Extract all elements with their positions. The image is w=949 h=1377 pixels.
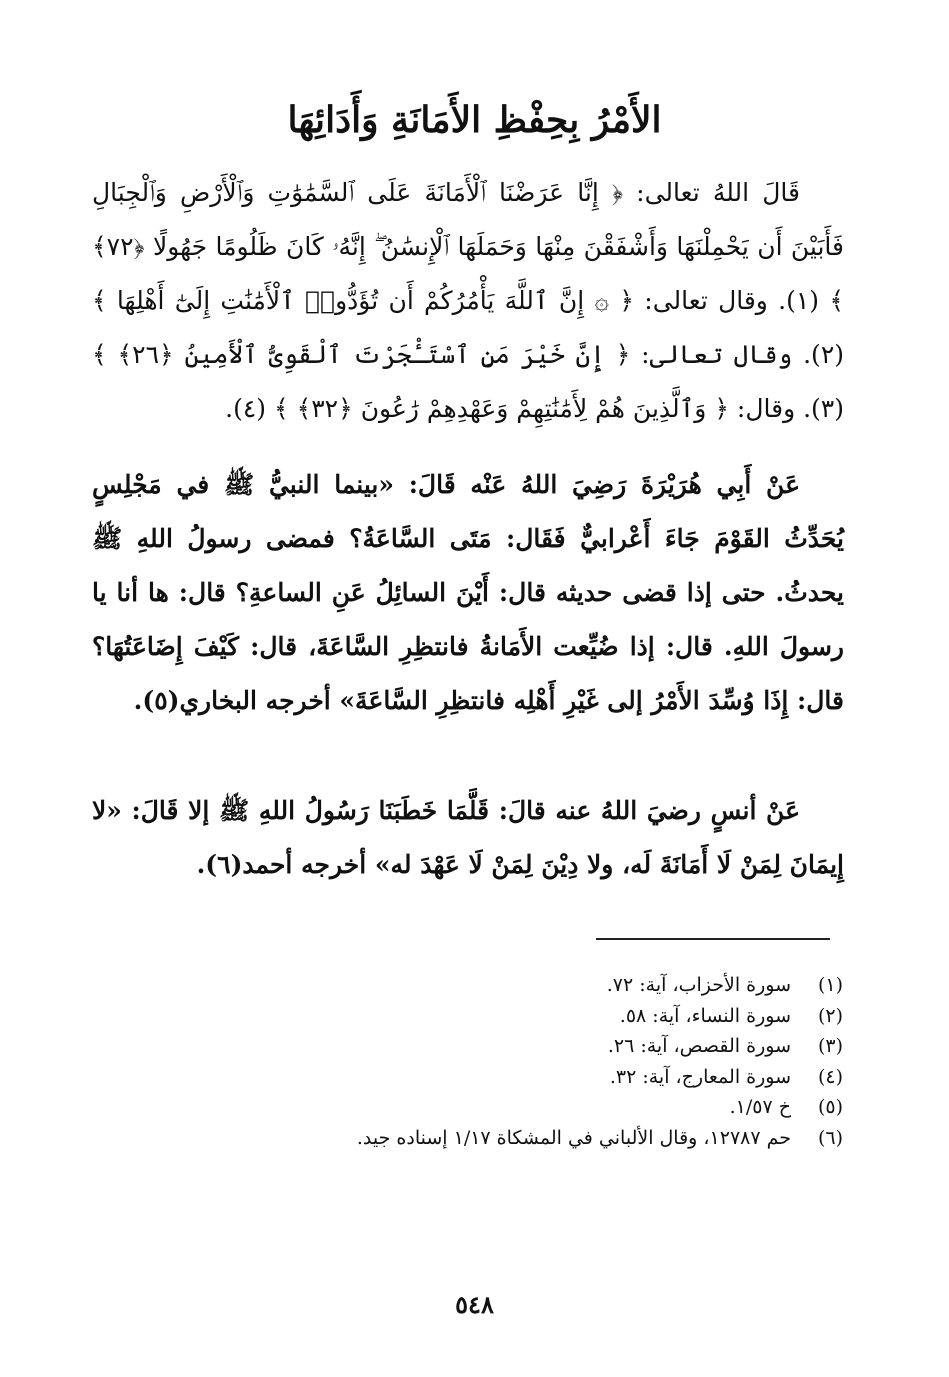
hadith-anas-paragraph	[92, 784, 844, 892]
footnote-text: سورة القصص، آية: ٢٦.	[607, 1035, 791, 1057]
footnote-number: (٥)	[817, 1096, 843, 1118]
hadith-abu-hurayrah-paragraph	[92, 458, 844, 728]
chapter-title: الأَمْرُ بِحِفْظِ الأَمَانَةِ وَأَدَائِهَا	[287, 99, 662, 142]
paragraph-text: عَنْ أَبِي هُرَيْرَةَ رَضِيَ اللهُ عَنْه قَالَ: «بينما النبيُّ ﷺ في مَجْلِسٍ يُحَدِّثُ القَوْمَ جَاءَ أَعْرابيٌّ فَقَال: مَتَى السَّاعَةُ؟ فمضى رسولُ اللهِ ﷺ يحدثُ. حتى إذا قضى حديثه قال: أَيْنَ السائِلُ عَنِ الساعةِ؟ قال: ها أنا يا رسولَ اللهِ. قال: إذا ضُيِّعت الأَمَانةُ فانتظِرِ السَّاعَةَ، قال: كَيْفَ إِضَاعَتُهَا؟ قال: إِذَا وُسِّدَ الأَمْرُ إلى غَيْرِ أَهْلِه فانتظِرِ السَّاعَةَ» أخرجه البخاري(٥).	[92, 470, 845, 715]
footnote-text: سورة النساء، آية: ٥٨.	[619, 1004, 791, 1027]
footnote-number: (٢)	[817, 1004, 843, 1027]
footnote-item	[223, 970, 843, 1001]
footnote-text: حم ١٢٧٨٧، وقال الألباني في المشكاة ١/١٧ إسناده جيد.	[356, 1126, 791, 1149]
footnote-text: سورة الأحزاب، آية: ٧٢.	[606, 974, 791, 996]
footnote-number: (٣)	[817, 1035, 843, 1057]
footnote-number: (٦)	[817, 1126, 843, 1149]
footnote-item	[223, 1001, 843, 1032]
footnote-number: (٤)	[817, 1065, 843, 1088]
footnote-text: خ ١/٥٧.	[729, 1096, 791, 1118]
footnote-divider	[596, 938, 830, 940]
footnotes-list	[223, 970, 843, 1153]
footnote-item	[223, 1031, 843, 1062]
footnote-text: سورة المعارج، آية: ٣٢.	[609, 1065, 791, 1088]
quran-verses-paragraph	[92, 166, 844, 436]
paragraph-text: عَنْ أنسٍ رضيَ اللهُ عنه قالَ: قَلَّمَا خَطَبَنَا رَسُولُ اللهِ ﷺ إلا قَالَ: «لا إِيمَانَ لِمَنْ لَا أَمَانَةَ لَه، ولا دِيْنَ لِمَنْ لَا عَهْدَ له» أخرجه أحمد(٦).	[92, 796, 844, 879]
footnote-item	[223, 1062, 843, 1093]
footnote-number: (١)	[817, 974, 843, 996]
footnote-item	[223, 1092, 843, 1123]
footnote-item	[223, 1123, 843, 1154]
paragraph-text: قَالَ اللهُ تعالى: ﴿ إِنَّا عَرَضْنَا ٱلْأَمَانَةَ عَلَى ٱلسَّمَٰوَٰتِ وَٱلْأَرْضِ وَٱلْجِبَالِ فَأَبَيْنَ أَن يَحْمِلْنَهَا وَأَشْفَقْنَ مِنْهَا وَحَمَلَهَا ٱلْإِنسَٰنُ ۖ إِنَّهُۥ كَانَ ظَلُومًا جَهُولًا ﴿٧٢﴾ ﴾ (١). وقال تعالى: ﴿ ۞ إِنَّ ٱللَّهَ يَأْمُرُكُمْ أَن تُؤَدُّوا۟ ٱلْأَمَٰنَٰتِ إِلَىٰٓ أَهْلِهَا ﴾ (٢). وقال تعالى: ﴿ إِنَّ خَيْرَ مَنِ ٱسْتَـْٔجَرْتَ ٱلْقَوِىُّ ٱلْأَمِينُ ﴿٢٦﴾ ﴾ (٣). وقال: ﴿ وَٱلَّذِينَ هُمْ لِأَمَٰنَٰتِهِمْ وَعَهْدِهِمْ رَٰعُونَ ﴿٣٢﴾ ﴾ (٤).	[92, 178, 845, 423]
page-number: ٥٤٨	[455, 1290, 494, 1319]
